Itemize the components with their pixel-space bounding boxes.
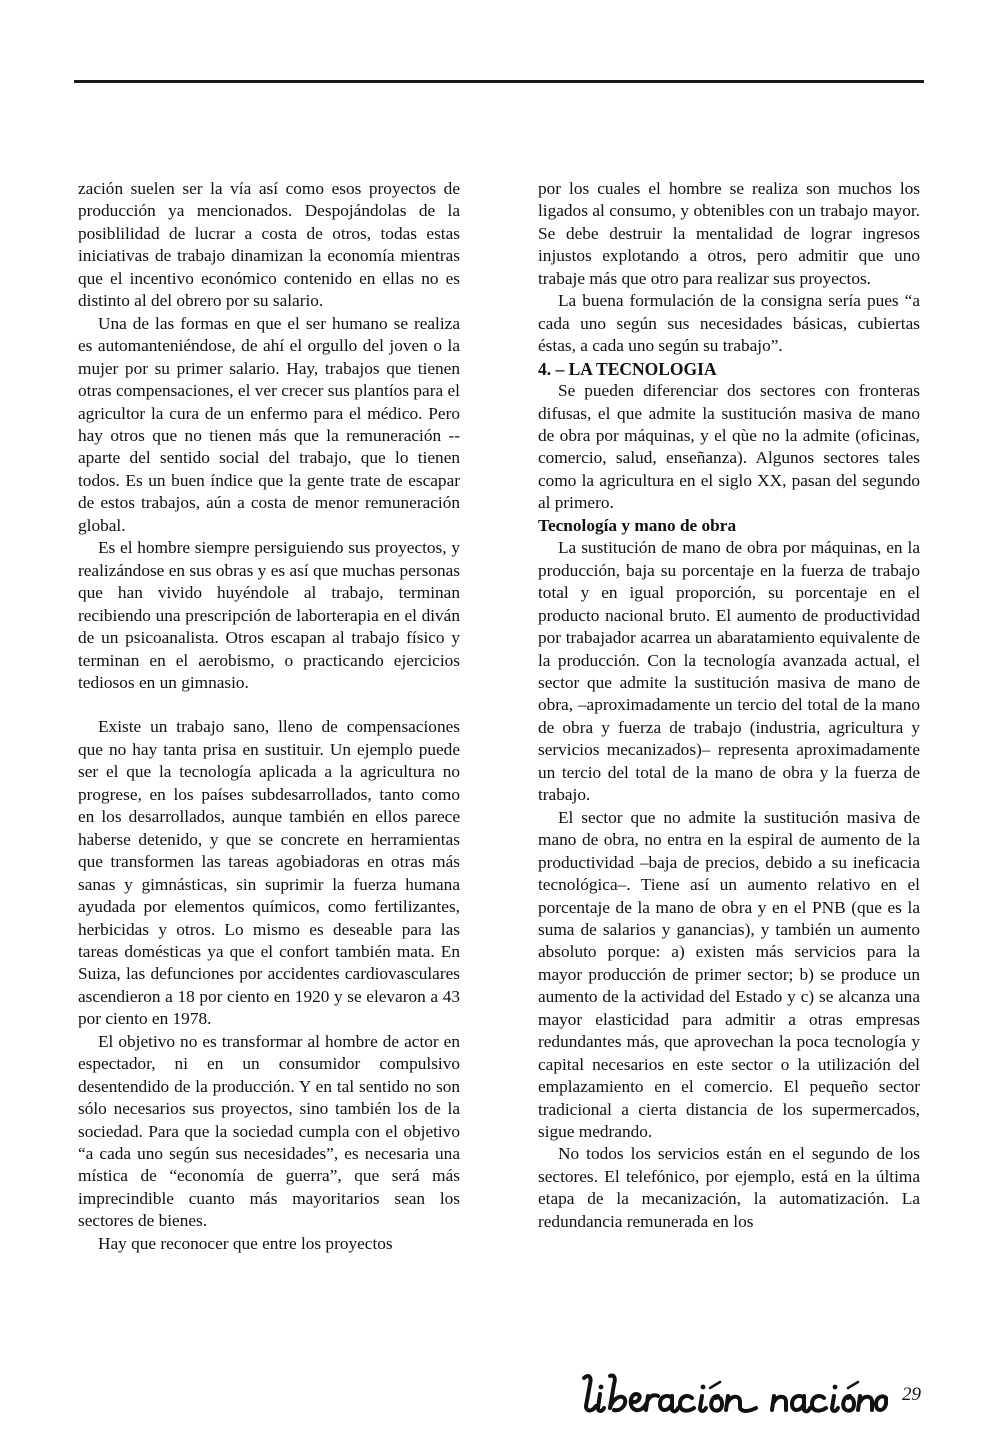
paragraph: Es el hombre siempre persiguiendo sus proyectos, y realizándose en sus obras y es así que muchas personas que han vivido huyéndole al trabajo, terminan recibiendo una prescripción de laborterapia en el diván de un psicoanalista. Otros escapan al trabajo físico y terminan en el aerobismo, o practicando ejercicios tediosos en un gimnasio. bbox=[78, 538, 460, 692]
paragraph: El objetivo no es transformar al hombre de actor en espectador, ni en un consumidor compulsivo desentendido de la producción. Y en tal sentido no son sólo necesarios sus proyectos, sino también los de la sociedad. Para que la sociedad cumpla con el objetivo “a cada uno según sus necesidades”, es necesaria una mística de “economía de guerra”, que será más imprecindible cuanto más mayoritarios sean los sectores de bienes. bbox=[78, 1031, 460, 1231]
paragraph: La sustitución de mano de obra por máquinas, en la producción, baja su porcentaje en la fuerza de trabajo total y en igual proporción, su porcentaje en el producto nacional bruto. El aumento de productividad por trabajador acarrea un abaratamiento equivalente de la producción. Con la tecnología avanzada actual, el sector que admite la sustitución masiva de mano de obra, –aproximadamente un tercio del total de la mano de obra y fuerza de trabajo (industria, agricultura y servicios mecanizados)– representa aproximadamente un tercio del total de la mano de obra y la fuerza de trabajo. bbox=[538, 538, 920, 805]
paragraph: Existe un trabajo sano, lleno de compensaciones que no hay tanta prisa en sustituir. Un ejemplo puede ser el que la tecnología aplicada a la agricultura no progrese, en los países subdesarrollados, tanto como en los desarrollados, aunque también en ellos parece haberse detenido, y que se concrete en herramientas que transformen las tareas agobiadoras en otras más sanas y gimnásticas, sin suprimir la fuerza humana ayudada por elementos químicos, como fertilizantes, herbicidas y otros. Lo mismo es deseable para las tareas domésticas ya que el confort también mata. En Suiza, las defunciones por accidentes cardiovasculares ascendieron a 18 por ciento en 1920 y se elevaron a 43 por ciento en 1978. bbox=[78, 717, 460, 1029]
page-footer bbox=[580, 1372, 940, 1422]
paragraph: zación suelen ser la vía así como esos proyectos de producción ya mencionados. Despojándolas de la posiblilidad de lucrar a costa de otros, todas estas iniciativas de trabajo dinamizan la economía mientras que el incentivo económico contenido en ellas no es distinto al del obrero por su salario. bbox=[78, 179, 460, 311]
subheading: Tecnología y mano de obra bbox=[538, 515, 737, 535]
paragraph: No todos los servicios están en el segundo de los sectores. El telefónico, por ejemplo, está en la última etapa de la mecanización, la automatización. La redundancia remunerada en los bbox=[538, 1144, 920, 1231]
left-column bbox=[78, 178, 460, 1255]
section-heading: 4. – LA TECNOLOGIA bbox=[538, 358, 717, 379]
paragraph: por los cuales el hombre se realiza son muchos los ligados al consumo, y obtenibles con un trabajo mayor. Se debe destruir la mentalidad de lograr ingresos injustos explotando a otros, pero admitir que uno trabaje más que otro para realizar sus proyectos. bbox=[538, 179, 920, 288]
paragraph: Una de las formas en que el ser humano se realiza es automanteniéndose, de ahí el orgullo del joven o la mujer por su primer salario. Hay, trabajos que tienen otras compensaciones, el ver crecer sus plantíos para el agricultor la cura de un enfermo para el médico. Pero hay otros que no tienen más que la remuneración --aparte del sentido social del trabajo, que lo tienen todos. Es un buen índice que la gente trate de escapar de estos trabajos, aún a costa de menor remuneración global. bbox=[78, 313, 460, 535]
top-rule bbox=[74, 80, 924, 83]
page-number: 29 bbox=[902, 1384, 921, 1405]
paragraph: Se pueden diferenciar dos sectores con fronteras difusas, el que admite la sustitución masiva de mano de obra por máquinas, y el qùe no la admite (oficinas, comercio, salud, enseñanza). Algunos sectores tales como la agricultura en el siglo XX, pasan del segundo al primero. bbox=[538, 381, 920, 513]
magazine-logo bbox=[580, 1372, 890, 1422]
paragraph: El sector que no admite la sustitución masiva de mano de obra, no entra en la espiral de aumento de la productividad –baja de precios, debido a su ineficacia tecnológica–. Tiene así un aumento relativo en el porcentaje de la mano de obra y en el PNB (que es la suma de salarios y ganancias), y también un aumento absoluto porque: a) existen más servicios para la mayor producción de primer sector; b) se produce un aumento de la actividad del Estado y c) se alcanza una mayor elasticidad para admitir a otras empresas redundantes más, que aprovechan la poca tecnología y capital necesarios en este sector o la utilización del emplazamiento en el comercio. El pequeño sector tradicional a cierta distancia de los supermercados, sigue medrando. bbox=[538, 807, 920, 1142]
paragraph: La buena formulación de la consigna sería pues “a cada uno según sus necesidades básicas, cubiertas éstas, a cada uno según su trabajo”. bbox=[538, 291, 920, 356]
right-column bbox=[538, 178, 920, 1233]
paragraph: Hay que reconocer que entre los proyectos bbox=[98, 1233, 393, 1253]
